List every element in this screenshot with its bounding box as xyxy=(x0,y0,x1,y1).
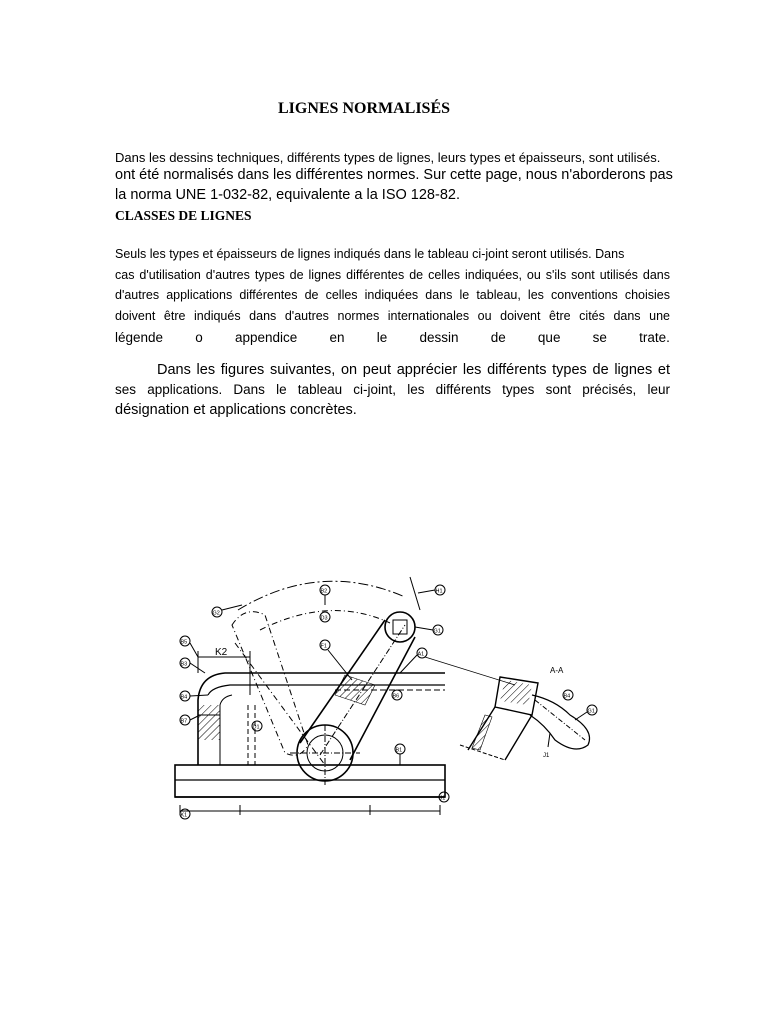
callout-b2 xyxy=(320,585,330,605)
callout-b4-section xyxy=(563,690,573,700)
callout-d3 xyxy=(320,612,330,622)
svg-text:J1: J1 xyxy=(543,753,550,759)
callout-b6 xyxy=(392,690,402,700)
callout-b4 xyxy=(180,691,208,701)
dimension-k2: K2 xyxy=(215,647,228,658)
callout-b7 xyxy=(180,715,200,725)
svg-text:B3: B3 xyxy=(180,661,188,668)
callout-b1 xyxy=(395,744,405,765)
intro-line-2: ont été normalisés dans les différentes normes. Sur cette page, nous n'aborderons pas xyxy=(115,167,673,183)
classes-line-4: doivent être indiqués dans d'autres normes internationales ou doivent être cités dans une xyxy=(115,308,670,323)
svg-text:B5: B5 xyxy=(180,639,188,646)
svg-text:F1: F1 xyxy=(320,643,327,650)
base-plate xyxy=(175,765,445,797)
callout-g1 xyxy=(415,625,443,635)
callout-d1 xyxy=(252,721,262,731)
callout-j1 xyxy=(439,792,449,802)
svg-text:K1: K1 xyxy=(180,812,188,819)
section-label: A-A xyxy=(550,666,564,675)
svg-text:G1: G1 xyxy=(587,708,595,715)
figures-line-3: désignation et applications concrètes. xyxy=(115,402,357,418)
classes-paragraph xyxy=(115,244,670,349)
word: le xyxy=(376,330,388,345)
word: en xyxy=(329,330,345,345)
svg-text:B7: B7 xyxy=(180,718,188,725)
word: que xyxy=(537,330,561,345)
callout-a1 xyxy=(400,648,427,673)
svg-text:G2: G2 xyxy=(212,610,220,617)
svg-text:B4: B4 xyxy=(563,693,571,700)
word: appendice xyxy=(234,330,298,345)
callout-f1 xyxy=(320,640,352,680)
svg-text:B4: B4 xyxy=(180,694,188,701)
svg-text:B6: B6 xyxy=(392,693,400,700)
intro-line-1: Dans les dessins techniques, différents types de lignes, leurs types et épaisseurs, sont utilisés. xyxy=(115,150,661,165)
figures-line-1: Dans les figures suivantes, on peut apprécier les différents types de lignes et xyxy=(157,362,670,378)
classes-line-5 xyxy=(115,328,670,349)
callout-b3 xyxy=(180,658,205,673)
section-heading: CLASSES DE LIGNES xyxy=(115,208,252,223)
classes-line-3: d'autres applications différentes de celles indiquées dans le tableau, les conventions choisies xyxy=(115,288,670,302)
intro-paragraph xyxy=(115,150,675,205)
svg-text:B1: B1 xyxy=(395,747,403,754)
callout-h1 xyxy=(410,577,445,610)
technical-drawing xyxy=(160,565,610,835)
svg-text:D1: D1 xyxy=(252,724,260,731)
intro-line-3: la norma UNE 1-032-82, equivalente a la ISO 128-82. xyxy=(115,187,460,203)
svg-text:D3: D3 xyxy=(320,615,328,622)
word: trate. xyxy=(639,330,670,345)
figures-line-2: ses applications. Dans le tableau ci-joint, les différents types sont précisés, leur xyxy=(115,382,670,397)
classes-line-2: cas d'utilisation d'autres types de lignes différentes de celles indiquées, ou s'ils sont utilisés dans xyxy=(115,267,670,282)
callout-g1-section xyxy=(575,705,597,720)
svg-text:G1: G1 xyxy=(433,628,441,635)
svg-text:H1: H1 xyxy=(435,588,443,595)
callout-g2 xyxy=(212,605,242,617)
svg-text:B2: B2 xyxy=(320,588,328,595)
hatched-section xyxy=(198,705,220,740)
word: légende xyxy=(115,330,164,345)
classes-line-1: Seuls les types et épaisseurs de lignes indiqués dans le tableau ci-joint seront utilisés. Dans xyxy=(115,247,625,261)
upper-body xyxy=(198,673,445,765)
outer-arc xyxy=(238,581,405,610)
svg-text:J1: J1 xyxy=(439,795,446,802)
callout-j1-section xyxy=(543,733,550,759)
word: dessin xyxy=(419,330,459,345)
word: se xyxy=(592,330,607,345)
word: de xyxy=(490,330,506,345)
svg-text:A1: A1 xyxy=(417,651,425,658)
page-title: LIGNES NORMALISÉS xyxy=(277,100,451,117)
figures-paragraph xyxy=(115,360,670,420)
word: o xyxy=(195,330,203,345)
callout-b5 xyxy=(180,636,198,657)
phantom-lever xyxy=(232,612,308,756)
